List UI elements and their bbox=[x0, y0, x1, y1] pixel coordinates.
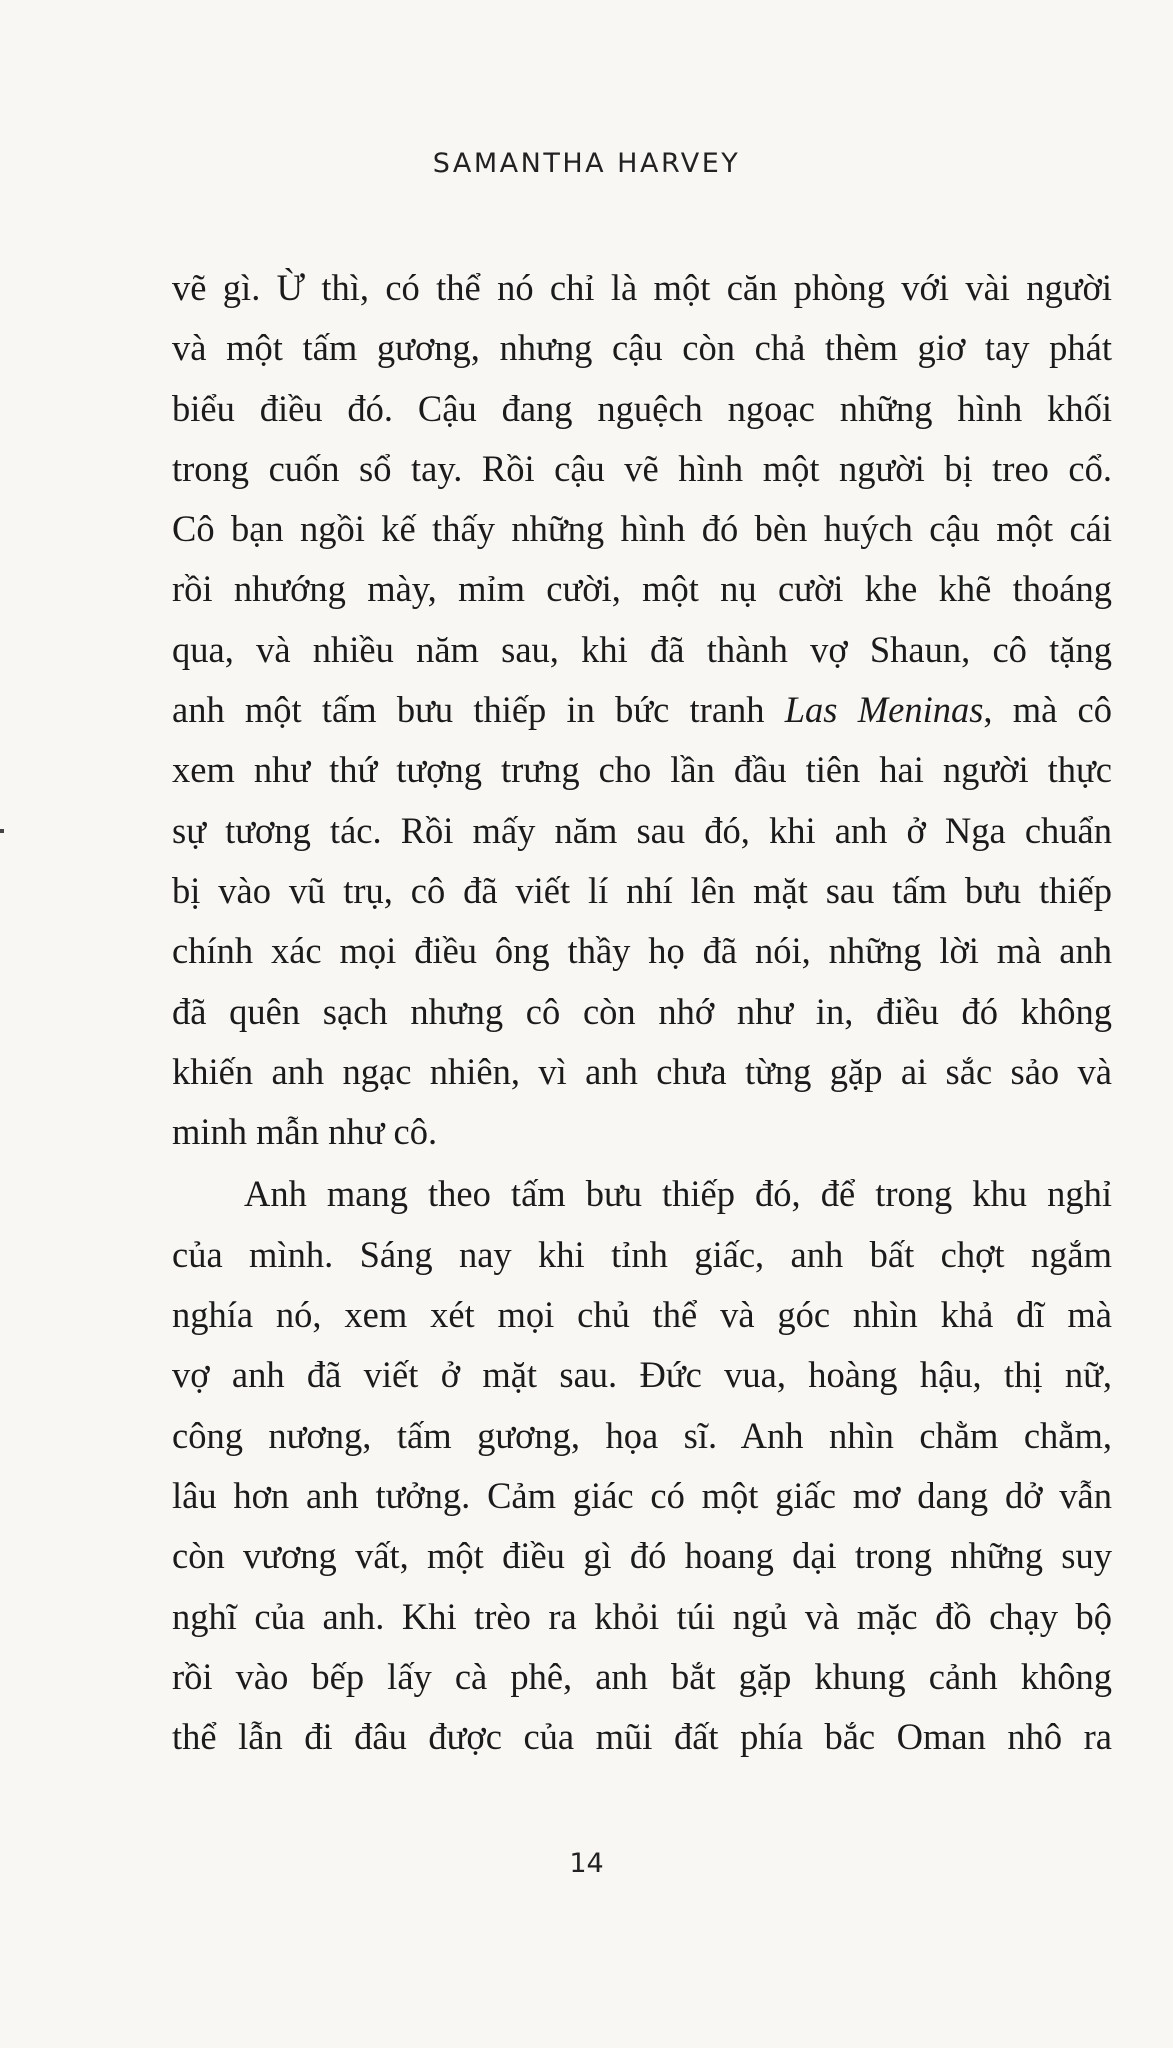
text-line: bị vào vũ trụ, cô đã viết lí nhí lên mặt sau tấm bưu thiếp bbox=[172, 869, 1112, 911]
text-line: minh mẫn như cô. bbox=[172, 1111, 438, 1153]
text-line: thể lẫn đi đâu được của mũi đất phía bắc Oman nhô ra bbox=[172, 1716, 1112, 1758]
text-line: biểu điều đó. Cậu đang nguệch ngoạc những hình khối bbox=[172, 387, 1112, 429]
text-line: qua, và nhiều năm sau, khi đã thành vợ Shaun, cô tặng bbox=[172, 628, 1112, 670]
text-line bbox=[172, 680, 1112, 740]
text-line: vợ anh đã viết ở mặt sau. Đức vua, hoàng hậu, thị nữ, bbox=[172, 1354, 1112, 1396]
body-text bbox=[172, 258, 1112, 1767]
running-head-author: SAMANTHA HARVEY bbox=[432, 148, 741, 179]
text-run: anh một tấm bưu thiếp in bức tranh bbox=[172, 689, 785, 731]
text-line: xem như thứ tượng trưng cho lần đầu tiên hai người thực bbox=[172, 749, 1112, 791]
text-line: của mình. Sáng nay khi tỉnh giấc, anh bất chợt ngắm bbox=[172, 1233, 1112, 1275]
text-line: khiến anh ngạc nhiên, vì anh chưa từng gặp ai sắc sảo và bbox=[172, 1050, 1112, 1092]
text-line: chính xác mọi điều ông thầy họ đã nói, những lời mà anh bbox=[172, 930, 1112, 972]
text-line: sự tương tác. Rồi mấy năm sau đó, khi anh ở Nga chuẩn bbox=[172, 809, 1112, 851]
italic-title: Las Meninas bbox=[784, 689, 984, 731]
text-line: trong cuốn sổ tay. Rồi cậu vẽ hình một người bị treo cổ. bbox=[172, 447, 1112, 489]
text-line: đã quên sạch nhưng cô còn nhớ như in, điều đó không bbox=[172, 990, 1112, 1032]
text-run: , mà cô bbox=[983, 689, 1112, 731]
scan-edge-mark bbox=[0, 829, 4, 833]
text-line: rồi nhướng mày, mỉm cười, một nụ cười khe khẽ thoáng bbox=[172, 568, 1112, 610]
text-line: còn vương vất, một điều gì đó hoang dại trong những suy bbox=[172, 1535, 1112, 1577]
text-line: nghĩ của anh. Khi trèo ra khỏi túi ngủ và mặc đồ chạy bộ bbox=[172, 1595, 1112, 1637]
text-line: nghía nó, xem xét mọi chủ thể và góc nhìn khả dĩ mà bbox=[172, 1294, 1112, 1336]
text-line: lâu hơn anh tưởng. Cảm giác có một giấc mơ dang dở vẫn bbox=[172, 1474, 1112, 1516]
page-number: 14 bbox=[569, 1848, 604, 1879]
text-line: vẽ gì. Ừ thì, có thể nó chỉ là một căn phòng với vài người bbox=[172, 267, 1112, 308]
text-line: rồi vào bếp lấy cà phê, anh bắt gặp khung cảnh không bbox=[172, 1655, 1112, 1697]
text-line: Cô bạn ngồi kế thấy những hình đó bèn huých cậu một cái bbox=[172, 508, 1112, 550]
text-line: Anh mang theo tấm bưu thiếp đó, để trong khu nghỉ bbox=[244, 1173, 1112, 1215]
text-line: công nương, tấm gương, họa sĩ. Anh nhìn chằm chằm, bbox=[172, 1414, 1112, 1456]
text-line: và một tấm gương, nhưng cậu còn chả thèm giơ tay phát bbox=[172, 327, 1112, 369]
